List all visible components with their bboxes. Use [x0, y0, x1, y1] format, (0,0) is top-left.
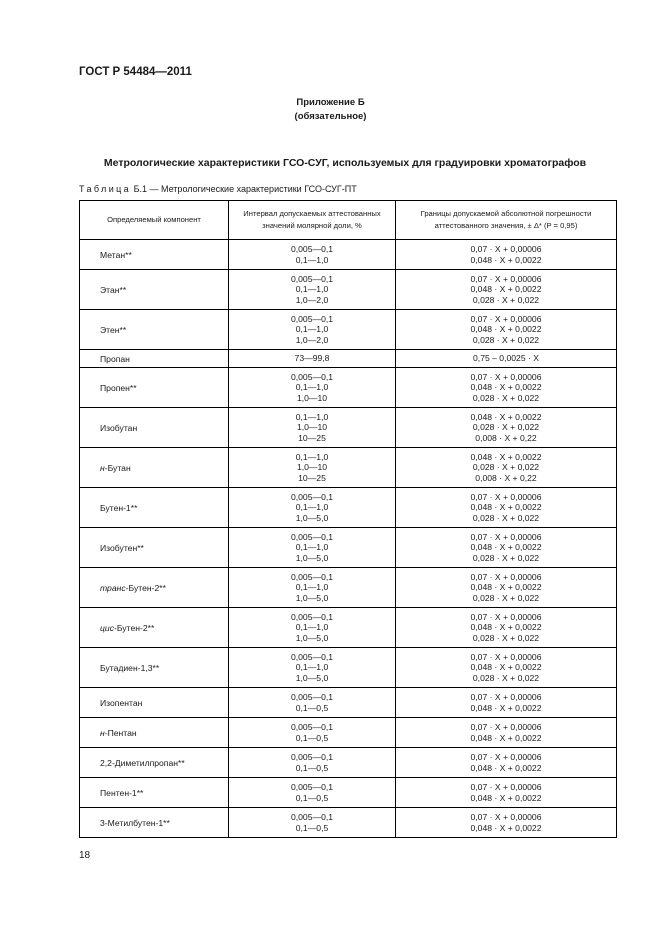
component-name [80, 718, 229, 748]
range-cell [229, 568, 396, 608]
page-number: 18 [79, 850, 91, 861]
component-prefix: н [100, 462, 105, 473]
error-cell [396, 778, 617, 808]
component-label: Этен** [100, 324, 127, 335]
component-name [80, 748, 229, 778]
component-label: -Пентан [104, 727, 137, 738]
error-cell [396, 448, 617, 488]
metrology-table [79, 200, 617, 838]
component-label: Бутадиен-1,3** [100, 662, 160, 673]
component-name [80, 310, 229, 350]
error-formula: 0,048 · X + 0,0022 [470, 822, 542, 833]
table-row [80, 608, 617, 648]
error-formula: 0,75 – 0,0025 · X [473, 353, 539, 364]
component-label: Пропен** [100, 382, 137, 393]
component-label: Этан** [100, 284, 127, 295]
range-cell [229, 718, 396, 748]
error-formula: 0,048 · X + 0,0022 [470, 284, 542, 295]
range-cell [229, 688, 396, 718]
range-value: 0,005—0,1 [290, 722, 334, 732]
table-caption-label: Таблица [79, 184, 132, 194]
component-name [80, 368, 229, 408]
range-value: 0,005—0,1 [290, 611, 334, 622]
error-formula: 0,048 · X + 0,0022 [470, 622, 542, 633]
range-value: 0,1—0,5 [295, 822, 329, 833]
range-value: 0,005—0,1 [290, 531, 334, 542]
error-formula: 0,028 · X + 0,022 [472, 462, 540, 473]
component-name [80, 528, 229, 568]
document-code: ГОСТ Р 54484—2011 [79, 66, 192, 78]
range-value: 0,1—1,0 [295, 502, 329, 513]
error-cell [396, 408, 617, 448]
component-prefix: транс [100, 582, 126, 593]
range-value: 0,1—0,5 [295, 702, 329, 713]
component-name [80, 688, 229, 718]
range-value: 0,1—1,0 [295, 662, 329, 673]
component-name [80, 408, 229, 448]
header-range: Интервал допускаемых аттестованных значений молярной доли, % [229, 201, 396, 240]
component-name [80, 808, 229, 838]
component-prefix: цис [100, 622, 114, 633]
header-error: Границы допускаемой абсолютной погрешности аттестованного значения, ± Δ* (P = 0,95) [396, 201, 617, 240]
error-formula: 0,028 · X + 0,022 [472, 392, 540, 403]
error-cell [396, 350, 617, 368]
range-value: 0,005—0,1 [290, 273, 334, 284]
range-value: 0,1—0,5 [295, 762, 329, 773]
range-cell [229, 488, 396, 528]
error-formula: 0,048 · X + 0,0022 [470, 451, 542, 462]
range-value: 0,005—0,1 [290, 651, 334, 662]
range-cell [229, 240, 396, 270]
error-formula: 0,07 · X + 0,00006 [470, 273, 542, 284]
table-body [80, 240, 617, 838]
error-formula: 0,028 · X + 0,022 [472, 672, 540, 683]
error-formula: 0,048 · X + 0,0022 [470, 382, 542, 393]
range-value: 0,1—1,0 [295, 622, 329, 633]
range-value: 0,1—1,0 [295, 542, 329, 553]
error-formula: 0,048 · X + 0,0022 [470, 254, 542, 265]
error-formula: 0,07 · X + 0,00006 [470, 244, 542, 254]
range-cell [229, 808, 396, 838]
error-formula: 0,048 · X + 0,0022 [470, 324, 542, 335]
error-cell [396, 488, 617, 528]
range-value: 0,005—0,1 [290, 571, 334, 582]
range-cell [229, 528, 396, 568]
table-caption-text: Б.1 — Метрологические характеристики ГСО-СУГ-ПТ [131, 184, 357, 194]
range-value: 1,0—5,0 [295, 592, 329, 603]
table-header-row [80, 201, 617, 240]
table-row [80, 408, 617, 448]
error-formula: 0,07 · X + 0,00006 [470, 371, 542, 382]
error-formula: 0,048 · X + 0,0022 [470, 762, 542, 773]
component-label: Изобутен** [100, 542, 144, 553]
range-value: 0,1—0,5 [295, 732, 329, 743]
component-label: Изопентан [100, 697, 143, 708]
component-name [80, 488, 229, 528]
error-formula: 0,048 · X + 0,0022 [470, 411, 542, 422]
component-name [80, 648, 229, 688]
component-label: -Бутен-2** [125, 582, 166, 593]
error-formula: 0,07 · X + 0,00006 [470, 313, 542, 324]
range-value: 0,1—1,0 [295, 382, 329, 393]
table-row [80, 488, 617, 528]
component-name [80, 350, 229, 368]
error-cell [396, 688, 617, 718]
error-cell [396, 270, 617, 310]
component-name [80, 270, 229, 310]
range-value: 1,0—5,0 [295, 552, 329, 563]
error-formula: 0,048 · X + 0,0022 [470, 732, 542, 743]
section-title: Метрологические характеристики ГСО-СУГ, используемых для градуировки хроматографов [103, 157, 587, 169]
range-value: 0,1—1,0 [295, 284, 329, 295]
range-cell [229, 778, 396, 808]
component-label: 2,2-Диметилпропан** [100, 757, 185, 768]
table-row [80, 310, 617, 350]
error-formula: 0,07 · X + 0,00006 [470, 571, 542, 582]
error-formula: 0,048 · X + 0,0022 [470, 542, 542, 553]
range-value: 1,0—5,0 [295, 632, 329, 643]
range-value: 1,0—2,0 [295, 334, 329, 345]
table-row [80, 648, 617, 688]
range-value: 0,1—1,0 [295, 324, 329, 335]
component-name [80, 608, 229, 648]
range-cell [229, 408, 396, 448]
range-value: 1,0—10 [296, 422, 328, 433]
range-cell [229, 270, 396, 310]
range-value: 73—99,8 [294, 353, 330, 364]
error-cell [396, 648, 617, 688]
error-formula: 0,028 · X + 0,022 [472, 422, 540, 433]
error-formula: 0,048 · X + 0,0022 [470, 702, 542, 713]
error-formula: 0,07 · X + 0,00006 [470, 722, 542, 732]
range-value: 0,1—1,0 [295, 254, 329, 265]
error-formula: 0,008 · X + 0,22 [475, 472, 537, 483]
component-name [80, 240, 229, 270]
error-formula: 0,008 · X + 0,22 [475, 432, 537, 443]
table-row [80, 350, 617, 368]
error-formula: 0,028 · X + 0,022 [472, 632, 540, 643]
component-label: 3-Метилбутен-1** [100, 817, 170, 828]
component-prefix: н [100, 727, 105, 738]
range-cell [229, 748, 396, 778]
error-formula: 0,028 · X + 0,022 [472, 512, 540, 523]
component-label: -Бутан [104, 462, 131, 473]
error-formula: 0,07 · X + 0,00006 [470, 692, 542, 702]
component-label: -Бутен-2** [114, 622, 155, 633]
error-cell [396, 368, 617, 408]
component-label: Изобутан [100, 422, 138, 433]
table-row [80, 368, 617, 408]
component-name [80, 568, 229, 608]
error-formula: 0,028 · X + 0,022 [472, 592, 540, 603]
error-formula: 0,048 · X + 0,0022 [470, 582, 542, 593]
error-formula: 0,028 · X + 0,022 [472, 294, 540, 305]
range-value: 1,0—5,0 [295, 512, 329, 523]
error-cell [396, 310, 617, 350]
component-name [80, 448, 229, 488]
error-cell [396, 718, 617, 748]
range-value: 0,005—0,1 [290, 371, 334, 382]
component-name [80, 778, 229, 808]
component-label: Пропан [100, 353, 130, 364]
range-value: 1,0—10 [296, 462, 328, 473]
error-cell [396, 608, 617, 648]
table-row [80, 270, 617, 310]
range-value: 0,005—0,1 [290, 491, 334, 502]
table-row [80, 808, 617, 838]
table-row [80, 448, 617, 488]
range-value: 0,005—0,1 [290, 244, 334, 254]
error-formula: 0,07 · X + 0,00006 [470, 752, 542, 762]
error-formula: 0,028 · X + 0,022 [472, 552, 540, 563]
appendix-heading [0, 96, 661, 124]
range-value: 0,1—1,0 [295, 411, 329, 422]
range-value: 10—25 [298, 432, 326, 443]
component-label: Метан** [100, 249, 132, 260]
range-cell [229, 448, 396, 488]
table-row [80, 748, 617, 778]
error-formula: 0,048 · X + 0,0022 [470, 792, 542, 803]
appendix-title: Приложение Б [296, 97, 365, 108]
range-cell [229, 350, 396, 368]
range-value: 1,0—2,0 [295, 294, 329, 305]
appendix-status: (обязательное) [294, 111, 367, 122]
table-row [80, 718, 617, 748]
range-cell [229, 608, 396, 648]
error-formula: 0,07 · X + 0,00006 [470, 782, 542, 792]
error-formula: 0,07 · X + 0,00006 [470, 812, 542, 822]
error-formula: 0,07 · X + 0,00006 [470, 491, 542, 502]
error-formula: 0,07 · X + 0,00006 [470, 531, 542, 542]
table-row [80, 778, 617, 808]
range-value: 0,005—0,1 [290, 692, 334, 702]
table-row [80, 688, 617, 718]
range-value: 0,005—0,1 [290, 782, 334, 792]
component-label: Бутен-1** [100, 502, 138, 513]
range-cell [229, 368, 396, 408]
table-row [80, 240, 617, 270]
error-formula: 0,07 · X + 0,00006 [470, 651, 542, 662]
range-value: 1,0—10 [296, 392, 328, 403]
table-row [80, 528, 617, 568]
error-cell [396, 528, 617, 568]
table-row [80, 568, 617, 608]
error-formula: 0,048 · X + 0,0022 [470, 502, 542, 513]
range-value: 0,005—0,1 [290, 812, 334, 822]
error-formula: 0,07 · X + 0,00006 [470, 611, 542, 622]
error-cell [396, 748, 617, 778]
component-label: Пентен-1** [100, 787, 144, 798]
error-cell [396, 568, 617, 608]
error-formula: 0,028 · X + 0,022 [472, 334, 540, 345]
error-cell [396, 808, 617, 838]
range-value: 0,005—0,1 [290, 313, 334, 324]
range-value: 1,0—5,0 [295, 672, 329, 683]
range-value: 10—25 [298, 472, 326, 483]
range-cell [229, 310, 396, 350]
error-formula: 0,048 · X + 0,0022 [470, 662, 542, 673]
header-component: Определяемый компонент [80, 201, 229, 240]
range-value: 0,1—1,0 [295, 451, 329, 462]
error-cell [396, 240, 617, 270]
range-cell [229, 648, 396, 688]
range-value: 0,1—1,0 [295, 582, 329, 593]
table-caption [79, 184, 357, 194]
range-value: 0,005—0,1 [290, 752, 334, 762]
range-value: 0,1—0,5 [295, 792, 329, 803]
